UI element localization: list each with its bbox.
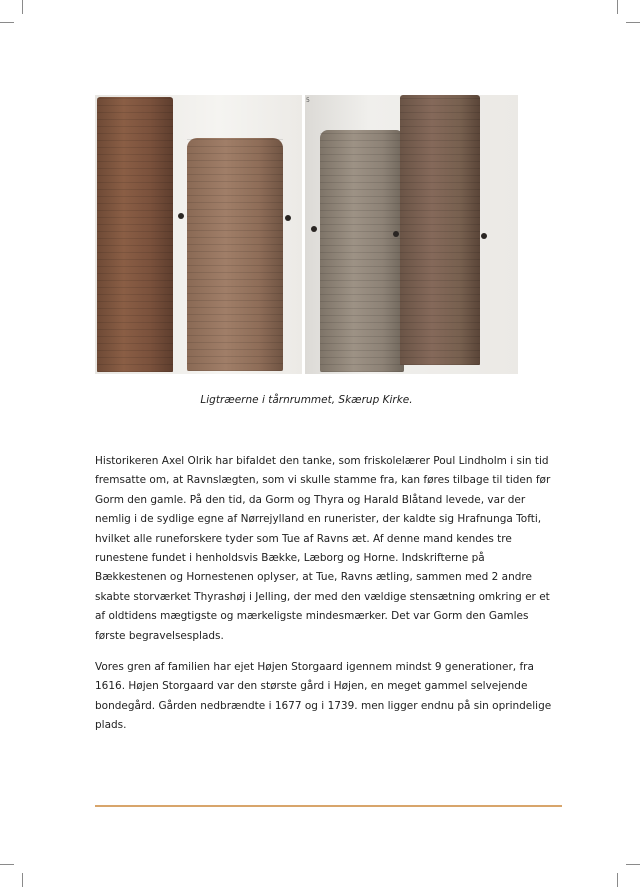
carved-board (400, 95, 480, 365)
photo-left-half (95, 95, 302, 374)
iron-hinge (285, 215, 291, 221)
paragraph: Historikeren Axel Olrik har bifaldet den tanke, som friskolelærer Poul Lindholm i sin tid fremsatte om, at Ravnslægten, som vi skulle stamme fra, kan føres tilbage til tiden før Gorm den gamle. På den tid, da Gorm og Thyra og Harald Blåtand levede, var der nemlig i de sydlige egne af Nørrejylland en runerister, der kaldte sig Hrafnunga Tofti, hvilket alle runeforskere tyder som Tue af Ravns æt. Af denne mand kendes tre runestene fundet i henholdsvis Bække, Læborg og Horne. Indskrifterne på Bækkestenen og Hornestenen oplyser, at Tue, Ravns ætling, sammen med 2 andre skabte storværket Thyrashøj i Jelling, der med den vældige stensætning omkring er et af oldtidens mægtigste og mærkeligste mindesmærker. Det var Gorm den Gamles første begravelsesplads. (95, 455, 551, 642)
crop-mark (0, 864, 14, 865)
carved-board (320, 130, 404, 372)
crop-mark (617, 873, 618, 887)
crop-mark (0, 22, 14, 23)
iron-hinge (178, 213, 184, 219)
footer-rule (95, 805, 562, 807)
iron-hinge (311, 226, 317, 232)
carved-board (187, 138, 283, 371)
carved-board (97, 97, 173, 372)
crop-mark (22, 0, 23, 14)
iron-hinge (393, 231, 399, 237)
photo-right-half (305, 95, 518, 374)
church-photo (95, 95, 518, 374)
photo-caption: Ligtræerne i tårnrummet, Skærup Kirke. (200, 394, 413, 406)
paragraph: Vores gren af familien har ejet Højen Storgaard igennem mindst 9 generationer, fra 1616. Højen Storgaard var den største gård i Højen, en meget gammel selvejende bondegård. Gården nedbrændte i 1677 og i 1739. men ligger endnu på sin oprindelige plads. (95, 661, 552, 732)
crop-mark (626, 864, 640, 865)
photo-page-mark: 5 (306, 97, 310, 104)
iron-hinge (481, 233, 487, 239)
crop-mark (617, 0, 618, 14)
crop-mark (626, 22, 640, 23)
body-text (95, 452, 555, 748)
crop-mark (22, 873, 23, 887)
